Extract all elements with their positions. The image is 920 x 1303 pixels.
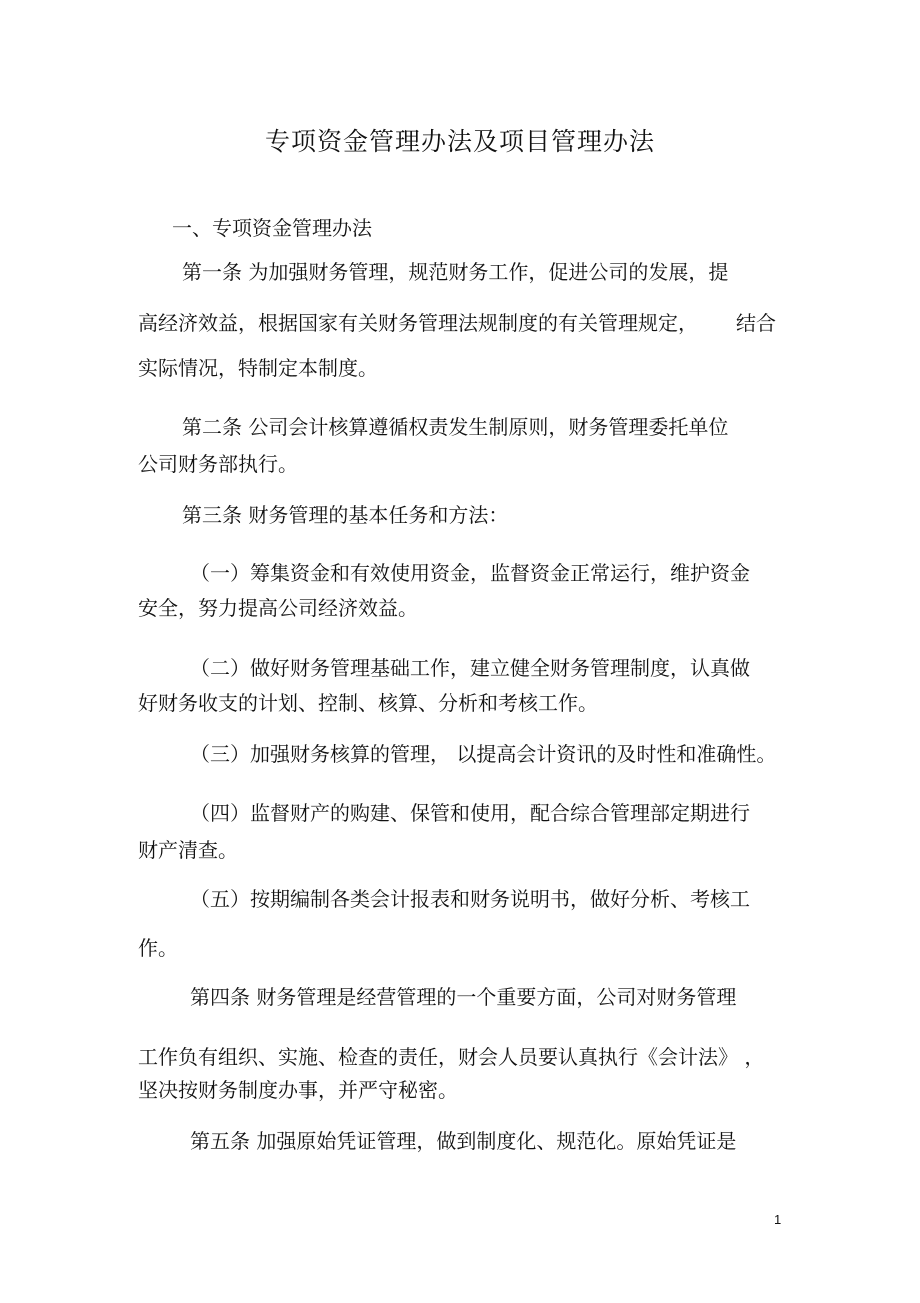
paragraph-line: 好财务收支的计划、控制、核算、分析和考核工作。 [138, 691, 598, 715]
page-number: 1 [774, 1212, 782, 1227]
paragraph-line: 结合 [736, 311, 776, 335]
section-heading: 一、专项资金管理办法 [172, 216, 372, 240]
paragraph-line: 实际情况，特制定本制度。 [138, 356, 378, 380]
paragraph-line: （一）筹集资金和有效使用资金，监督资金正常运行，维护资金 [190, 561, 750, 585]
paragraph-line: 第四条 财务管理是经营管理的一个重要方面，公司对财务管理 [190, 985, 737, 1009]
paragraph-line: （二）做好财务管理基础工作，建立健全财务管理制度，认真做 [190, 656, 750, 680]
paragraph-line: （三）加强财务核算的管理， 以提高会计资讯的及时性和准确性。 [190, 742, 777, 766]
paragraph-line: 工作负有组织、实施、检查的责任，财会人员要认真执行《会计法》 ， [138, 1045, 765, 1069]
paragraph-line: （四）监督财产的购建、保管和使用，配合综合管理部定期进行 [190, 801, 750, 825]
paragraph-line: 第一条 为加强财务管理，规范财务工作，促进公司的发展，提 [182, 260, 729, 284]
paragraph-line: 作。 [138, 936, 178, 960]
paragraph-line: （五）按期编制各类会计报表和财务说明书，做好分析、考核工 [190, 887, 750, 911]
paragraph-line: 第三条 财务管理的基本任务和方法： [182, 503, 509, 527]
paragraph-line: 安全，努力提高公司经济效益。 [138, 596, 418, 620]
paragraph-line: 第五条 加强原始凭证管理，做到制度化、规范化。原始凭证是 [190, 1129, 737, 1153]
paragraph-line: 财产清查。 [138, 838, 238, 862]
paragraph-line: 坚决按财务制度办事，并严守秘密。 [138, 1078, 458, 1102]
paragraph-line: 公司财务部执行。 [138, 452, 298, 476]
paragraph-line: 第二条 公司会计核算遵循权责发生制原则，财务管理委托单位 [182, 415, 729, 439]
paragraph-line: 高经济效益，根据国家有关财务管理法规制度的有关管理规定， [138, 311, 698, 335]
document-title: 专项资金管理办法及项目管理办法 [264, 127, 655, 156]
